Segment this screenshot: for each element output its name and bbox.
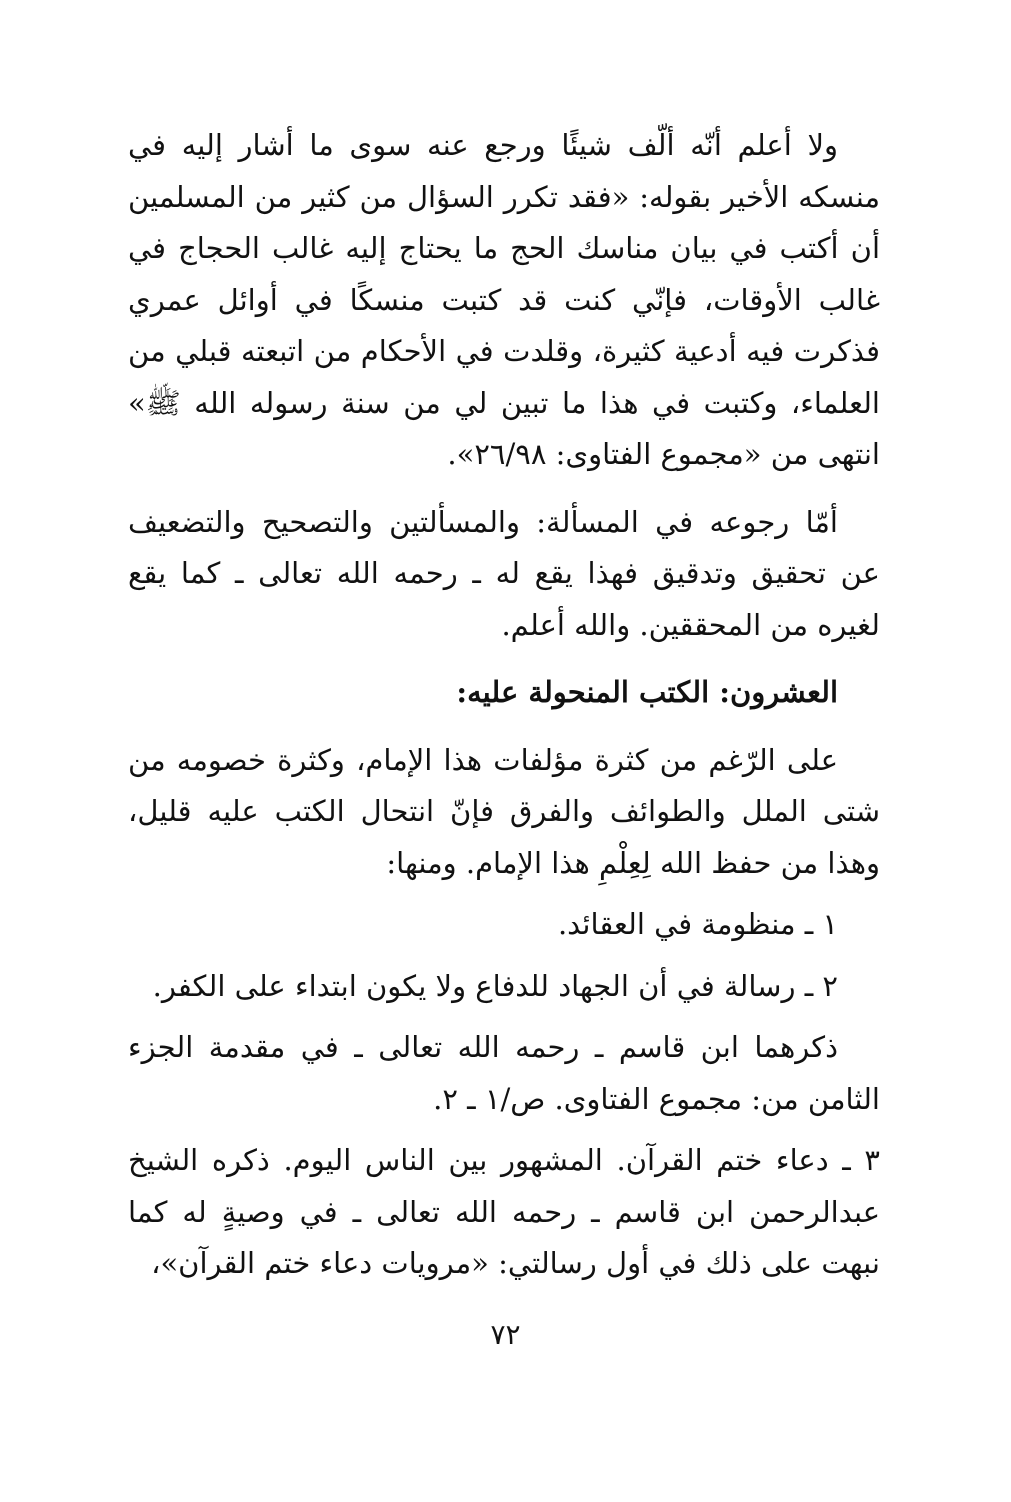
paragraph-1: ولا أعلم أنّه ألّف شيئًا ورجع عنه سوى ما أشار إليه في منسكه الأخير بقوله: «فقد تكرر السؤال من كثير من المسلمين أن أكتب في بيان مناسك الحج ما يحتاج إليه غالب الحجاج في غالب الأوقات، فإنّي كنت قد كتبت منسكًا في أوائل عمري فذكرت فيه أدعية كثيرة، وقلدت في الأحكام من اتبعته قبلي من العلماء، وكتبت في هذا ما تبين لي من سنة رسوله الله ﷺ» انتهى من «مجموع الفتاوى: ٢٦/٩٨».: [128, 128, 880, 471]
intro-paragraph: على الرّغم من كثرة مؤلفات هذا الإمام، وكثرة خصومه من شتى الملل والطوائف والفرق فإنّ انتحال الكتب عليه قليل، وهذا من حفظ الله لِعِلْمِ هذا الإمام. ومنها:: [128, 742, 880, 880]
list-note: ذكرهما ابن قاسم ـ رحمه الله تعالى ـ في مقدمة الجزء الثامن من: مجموع الفتاوى. ص/١ ـ ٢.: [128, 1030, 880, 1116]
section-heading: [128, 667, 880, 719]
heading-number: العشرون:: [719, 675, 838, 709]
heading-title: الكتب المنحولة عليه:: [456, 675, 710, 709]
page-number: ٧٢: [490, 1318, 521, 1351]
list-item: ٣ ـ دعاء ختم القرآن. المشهور بين الناس اليوم. ذكره الشيخ عبدالرحمن ابن قاسم ـ رحمه الله تعالى ـ في وصيةٍ له كما نبهت على ذلك في أول رسالتي: «مرويات دعاء ختم القرآن»،: [128, 1143, 880, 1280]
list-item: ٢ ـ رسالة في أن الجهاد للدفاع ولا يكون ابتداء على الكفر.: [152, 968, 838, 1003]
page-body: [128, 120, 880, 1290]
paragraph-2: أمّا رجوعه في المسألة: والمسألتين والتصحيح والتضعيف عن تحقيق وتدقيق فهذا يقع له ـ رحمه الله تعالى ـ كما يقع لغيره من المحققين. والله أعلم.: [128, 504, 880, 642]
list-item: ١ ـ منظومة في العقائد.: [557, 907, 838, 941]
